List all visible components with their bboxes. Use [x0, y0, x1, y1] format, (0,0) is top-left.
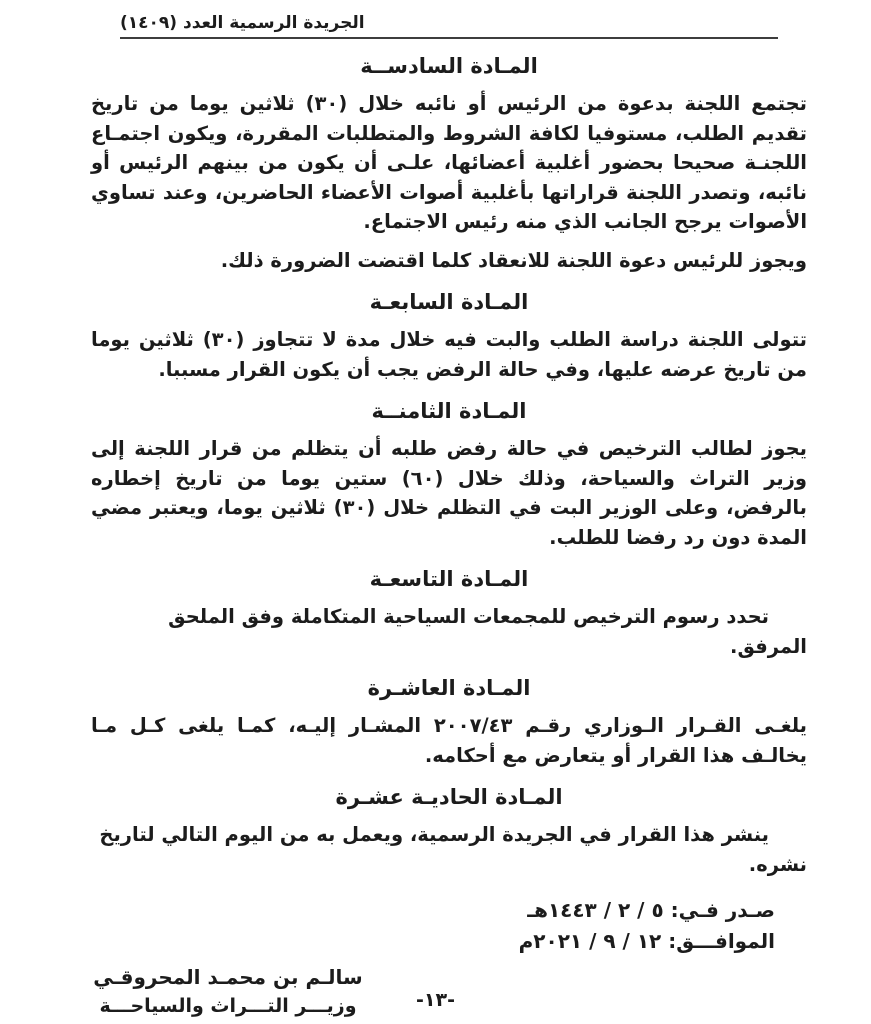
page-header	[120, 0, 778, 33]
article-heading: المـادة الثامنــة	[371, 399, 527, 423]
article-paragraph: ويجوز للرئيس دعوة اللجنة للانعقاد كلما اقتضت الضرورة ذلك.	[220, 248, 807, 272]
article-section-6	[91, 53, 807, 275]
signatory-title: وزيـــر التـــراث والسياحـــة	[99, 995, 357, 1017]
article-paragraph: تجتمع اللجنة بدعوة من الرئيس أو نائبه خلال (٣٠) ثلاثين يوما من تاريخ تقديم الطلب، مستوفيا لكافة الشروط والمتطلبات المقررة، ويكون اجتمـاع اللجنـة صحيحا بحضور أغلبية أعضائها، علـى أن يكون من بينهم الرئيس أو نائبه، وتصدر اللجنة قراراتها بأغلبية أصوات الأعضاء الحاضرين، وعند تساوي الأصوات يرجح الجانب الذي منه رئيس الاجتماع.	[91, 92, 808, 233]
article-paragraph: تتولى اللجنة دراسة الطلب والبت فيه خلال مدة لا تتجاوز (٣٠) ثلاثين يوما من تاريخ عرضه عليها، وفي حالة الرفض يجب أن يكون القرار مسببا.	[91, 328, 808, 381]
issued-gregorian-date: الموافـــق: ١٢ / ٩ / ٢٠٢١م	[518, 929, 775, 953]
article-section-11	[91, 784, 807, 879]
header-rule	[120, 37, 778, 39]
issuance-dates	[91, 895, 775, 957]
article-section-7	[91, 289, 807, 384]
article-heading: المـادة السادســة	[360, 54, 538, 78]
article-section-8	[91, 398, 807, 552]
article-section-9	[91, 566, 807, 661]
article-paragraph: يلغـى القـرار الـوزاري رقـم ٢٠٠٧/٤٣ المشـار إليـه، كمـا يلغى كـل مـا يخالـف هذا القرار أو يتعارض مع أحكامه.	[91, 714, 807, 767]
decree-body	[91, 53, 807, 1021]
article-paragraph: ينشر هذا القرار في الجريدة الرسمية، ويعمل به من اليوم التالي لتاريخ نشره.	[99, 823, 807, 876]
issued-hijri-date: صـدر فـي: ٥ / ٢ / ١٤٤٣هـ	[527, 898, 775, 922]
signatory-name: سالـم بن محمـد المحروقـي	[93, 965, 363, 989]
article-heading: المـادة السابعـة	[369, 290, 529, 314]
article-heading: المـادة التاسعـة	[369, 567, 529, 591]
article-heading: المـادة الحاديـة عشـرة	[335, 785, 563, 809]
gazette-issue-title: الجريدة الرسمية العدد (١٤٠٩)	[120, 13, 365, 33]
article-paragraph: يجوز لطالب الترخيص في حالة رفض طلبه أن يتظلم من قرار اللجنة إلى وزير التراث والسياحة، وذلك خلال (٦٠) ستين يوما من تاريخ إخطاره بالرفض، وعلى الوزير البت في التظلم خلال (٣٠) ثلاثين يوما، ويعتبر مضي المدة دون رد رفضا للطلب.	[91, 437, 807, 549]
article-heading: المـادة العاشـرة	[367, 676, 531, 700]
article-paragraph: تحدد رسوم الترخيص للمجمعات السياحية المتكاملة وفق الملحق المرفق.	[168, 605, 807, 658]
page-number: -١٣-	[416, 989, 455, 1011]
article-section-10	[91, 675, 807, 770]
